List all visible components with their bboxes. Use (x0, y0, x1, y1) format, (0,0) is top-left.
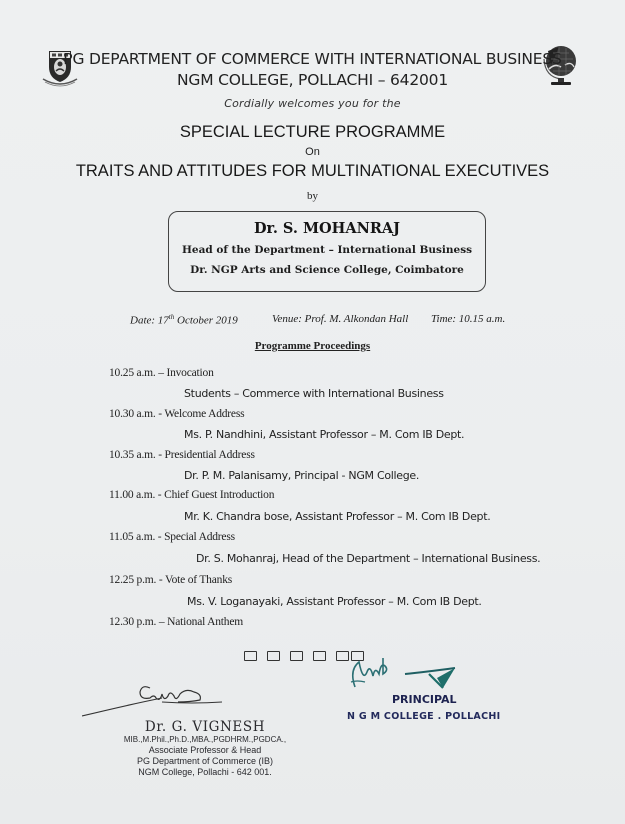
speaker-name: Dr. S. MOHANRAJ (253, 220, 401, 237)
principal-signature-icon (345, 652, 475, 699)
hod-college: NGM College, Pollachi - 642 001. (138, 767, 272, 777)
proceedings-heading: Programme Proceedings (254, 340, 371, 352)
square-icon (290, 651, 303, 661)
proceeding-person: Ms. V. Loganayaki, Assistant Professor – M. Com IB Dept. (187, 595, 482, 608)
proceeding-time-item: 12.30 p.m. – National Anthem (109, 616, 243, 628)
college-heading: NGM COLLEGE, POLLACHI – 642001 (177, 71, 448, 89)
square-icon (313, 651, 326, 661)
proceeding-time-item: 10.30 a.m. - Welcome Address (109, 408, 245, 420)
speaker-role: Head of the Department – International Business (181, 244, 473, 256)
proceeding-person: Students – Commerce with International Business (184, 387, 444, 400)
proceeding-time-item: 11.00 a.m. - Chief Guest Introduction (109, 489, 275, 501)
hod-qualifications: MIB.,M.Phil.,Ph.D.,MBA.,PGDHRM.,PGDCA., (123, 735, 287, 744)
department-heading: PG DEPARTMENT OF COMMERCE WITH INTERNATIONAL BUSINESS (63, 50, 562, 68)
date-text: Date: 17 (130, 314, 169, 327)
event-time: Time: 10.15 a.m. (431, 313, 506, 325)
square-icon (244, 651, 257, 661)
hod-name: Dr. G. VIGNESH (144, 719, 266, 735)
proceeding-person: Ms. P. Nandhini, Assistant Professor – M. Com IB Dept. (184, 428, 465, 441)
proceeding-person: Dr. S. Mohanraj, Head of the Department – International Business. (196, 552, 541, 565)
event-type: SPECIAL LECTURE PROGRAMME (179, 123, 446, 141)
event-venue: Venue: Prof. M. Alkondan Hall (272, 313, 409, 325)
principal-college: N G M COLLEGE . POLLACHI (347, 711, 501, 722)
proceeding-person: Mr. K. Chandra bose, Assistant Professor – M. Com IB Dept. (184, 510, 491, 523)
square-icon (267, 651, 280, 661)
proceeding-time-item: 10.35 a.m. - Presidential Address (109, 449, 255, 461)
date-sup: th (168, 313, 175, 321)
welcome-line: Cordially welcomes you for the (224, 97, 401, 110)
event-by: by (307, 190, 318, 202)
proceeding-person: Dr. P. M. Palanisamy, Principal - NGM College. (184, 469, 420, 482)
event-date (130, 313, 238, 327)
proceeding-time-item: 12.25 p.m. - Vote of Thanks (109, 574, 233, 586)
hod-designation: Associate Professor & Head (148, 745, 262, 755)
event-on: On (305, 146, 320, 158)
proceeding-time-item: 11.05 a.m. - Special Address (109, 531, 235, 543)
speaker-institution: Dr. NGP Arts and Science College, Coimbatore (190, 264, 464, 276)
principal-title: PRINCIPAL (392, 693, 457, 706)
event-topic: TRAITS AND ATTITUDES FOR MULTINATIONAL EXECUTIVES (75, 162, 550, 180)
hod-department: PG Department of Commerce (IB) (136, 756, 274, 766)
date-month-year: October 2019 (174, 314, 238, 327)
proceeding-time-item: 10.25 a.m. – Invocation (109, 367, 214, 379)
